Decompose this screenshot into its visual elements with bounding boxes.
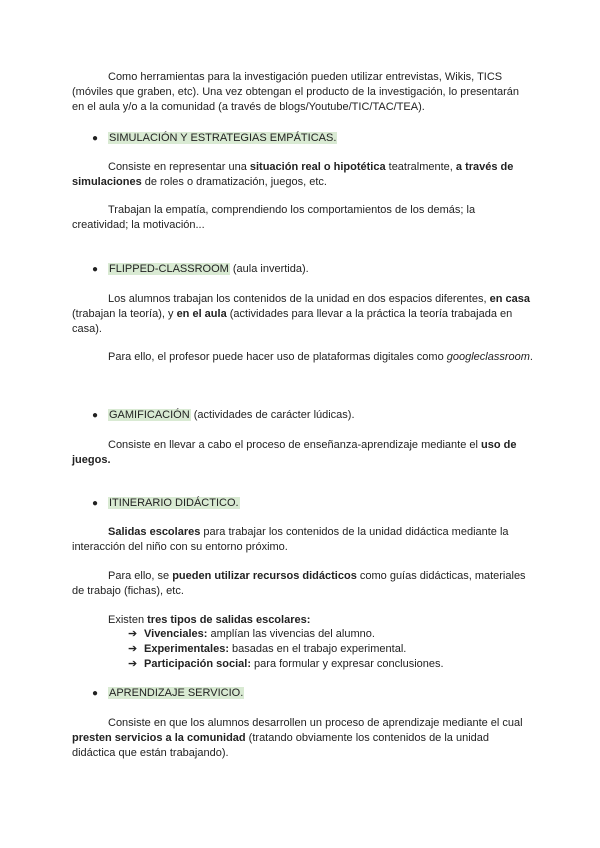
- heading-simulacion: [92, 131, 337, 146]
- itinerario-paragraph-3: Existen tres tipos de salidas escolares:: [108, 614, 311, 626]
- heading-aprendizaje-text: APRENDIZAJE SERVICIO.: [109, 687, 244, 699]
- intro-paragraph: Como herramientas para la investigación pueden utilizar entrevistas, Wikis, TICS (móviles que graben, etc). Una vez obtengan el producto de la investigación, lo presentarán en el aula y/o a la comunidad (a través de blogs/Youtube/TIC/TAC/TEA).: [72, 71, 519, 113]
- heading-flipped-text: FLIPPED-CLASSROOM: [109, 263, 229, 275]
- arrow-right-icon: ➔: [128, 628, 138, 640]
- heading-itinerario-text: ITINERARIO DIDÁCTICO.: [109, 497, 239, 509]
- list-item: ➔ Experimentales: basadas en el trabajo experimental.: [128, 643, 407, 655]
- simulacion-paragraph-1: Consiste en representar una situación real o hipotética teatralmente, a través de simulaciones de roles o dramatización, juegos, etc.: [72, 161, 514, 188]
- bullet-icon: ●: [92, 133, 99, 144]
- heading-simulacion-text: SIMULACIÓN Y ESTRATEGIAS EMPÁTICAS.: [109, 132, 337, 144]
- aprendizaje-paragraph: Consiste en que los alumnos desarrollen un proceso de aprendizaje mediante el cual presten servicios a la comunidad (tratando obviamente los contenidos de la unidad didáctica que están trabajando).: [72, 717, 523, 759]
- list-item: ➔ Participación social: para formular y expresar conclusiones.: [128, 658, 444, 670]
- flipped-paragraph-2: Para ello, el profesor puede hacer uso de plataformas digitales como googleclassroom.: [108, 351, 533, 363]
- itinerario-paragraph-1: Salidas escolares para trabajar los contenidos de la unidad didáctica mediante la interacción del niño con su entorno próximo.: [72, 526, 509, 553]
- arrow-right-icon: ➔: [128, 643, 138, 655]
- heading-gamificacion: ● GAMIFICACIÓN (actividades de carácter lúdicas).: [92, 409, 355, 421]
- bullet-icon: ●: [92, 264, 99, 275]
- heading-itinerario: [92, 496, 240, 511]
- flipped-paragraph-1: Los alumnos trabajan los contenidos de la unidad en dos espacios diferentes, en casa (trabajan la teoría), y en el aula (actividades para llevar a la práctica la teoría trabajada en casa).: [72, 293, 530, 335]
- bullet-icon: ●: [92, 498, 99, 509]
- bullet-icon: ●: [92, 410, 99, 421]
- simulacion-paragraph-2: Trabajan la empatía, comprendiendo los comportamientos de los demás; la creatividad; la motivación...: [72, 204, 476, 231]
- heading-gamificacion-text: GAMIFICACIÓN: [109, 409, 190, 421]
- itinerario-paragraph-2: Para ello, se pueden utilizar recursos didácticos como guías didácticas, materiales de trabajo (fichas), etc.: [72, 570, 526, 597]
- list-item: ➔ Vivenciales: amplían las vivencias del alumno.: [128, 628, 375, 640]
- heading-aprendizaje: [92, 686, 244, 701]
- heading-flipped: ● FLIPPED-CLASSROOM (aula invertida).: [92, 263, 309, 275]
- gamificacion-paragraph: Consiste en llevar a cabo el proceso de enseñanza-aprendizaje mediante el uso de juegos.: [72, 439, 517, 466]
- bullet-icon: ●: [92, 688, 99, 699]
- arrow-right-icon: ➔: [128, 658, 138, 670]
